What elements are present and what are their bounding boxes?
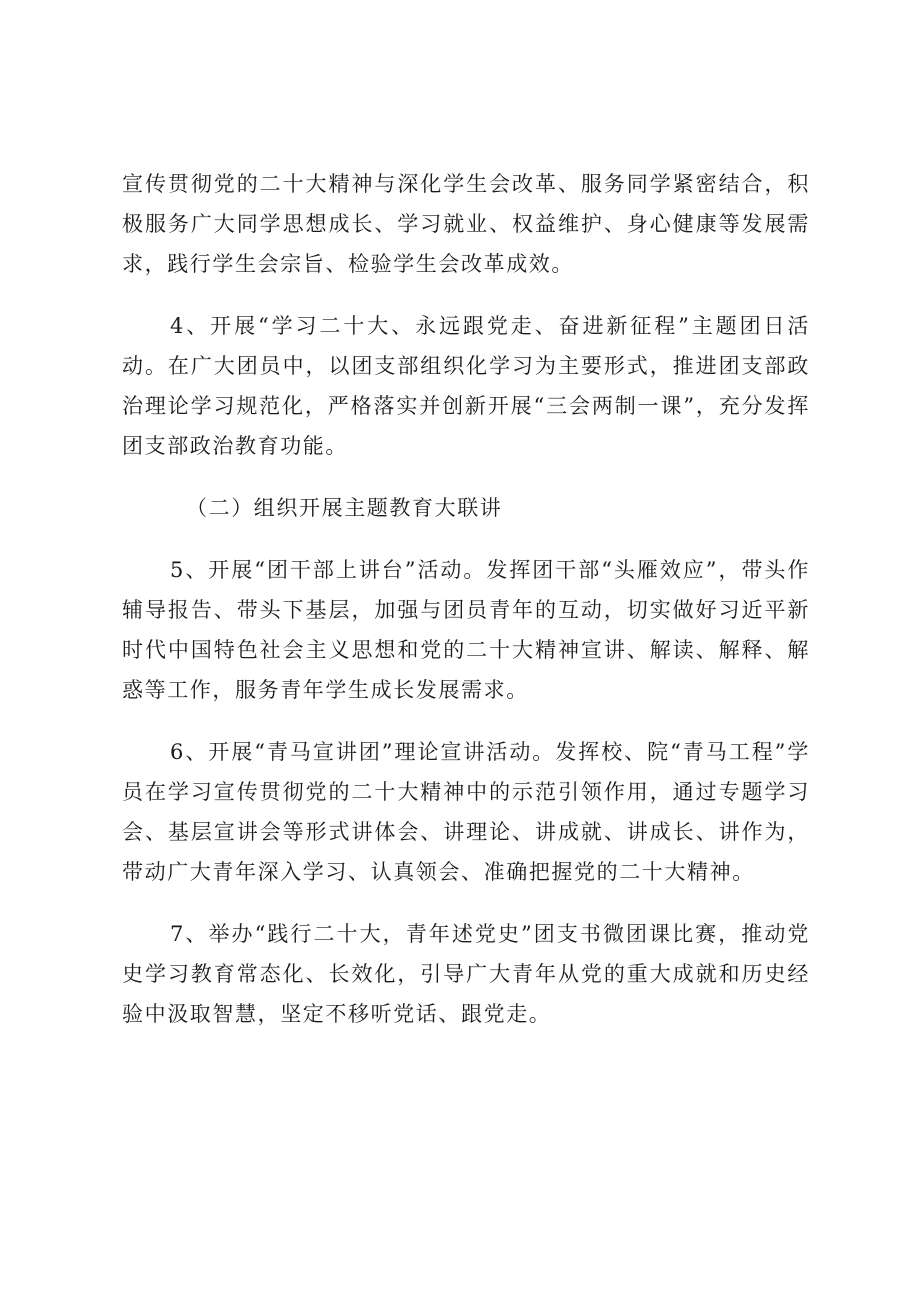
paragraph-continuation: 宣传贯彻党的二十大精神与深化学生会改革、服务同学紧密结合，积极服务广大同学思想成长、学习就业、权益维护、身心健康等发展需求，践行学生会宗旨、检验学生会改革成效。 xyxy=(122,172,810,276)
section-heading: （二）组织开展主题教育大联讲 xyxy=(186,496,503,520)
paragraph-item-4: 4、开展“学习二十大、永远跟党走、奋进新征程”主题团日活动。在广大团员中，以团支部组织化学习为主要形式，推进团支部政治理论学习规范化，严格落实并创新开展“三会两制一课”，充分发挥团支部政治教育功能。 xyxy=(122,314,810,458)
document-body xyxy=(122,164,810,1034)
paragraph-item-5: 5、开展“团干部上讲台”活动。发挥团干部“头雁效应”，带头作辅导报告、带头下基层，加强与团员青年的互动，切实做好习近平新时代中国特色社会主义思想和党的二十大精神宣讲、解读、解释、解惑等工作，服务青年学生成长发展需求。 xyxy=(122,558,810,702)
paragraph-item-6: 6、开展“青马宣讲团”理论宣讲活动。发挥校、院“青马工程”学员在学习宣传贯彻党的二十大精神中的示范引领作用，通过专题学习会、基层宣讲会等形式讲体会、讲理论、讲成就、讲成长、讲作为，带动广大青年深入学习、认真领会、准确把握党的二十大精神。 xyxy=(122,740,810,884)
paragraph-item-7: 7、举办“践行二十大，青年述党史”团支书微团课比赛，推动党史学习教育常态化、长效化，引导广大青年从党的重大成就和历史经验中汲取智慧，坚定不移听党话、跟党走。 xyxy=(122,922,810,1026)
